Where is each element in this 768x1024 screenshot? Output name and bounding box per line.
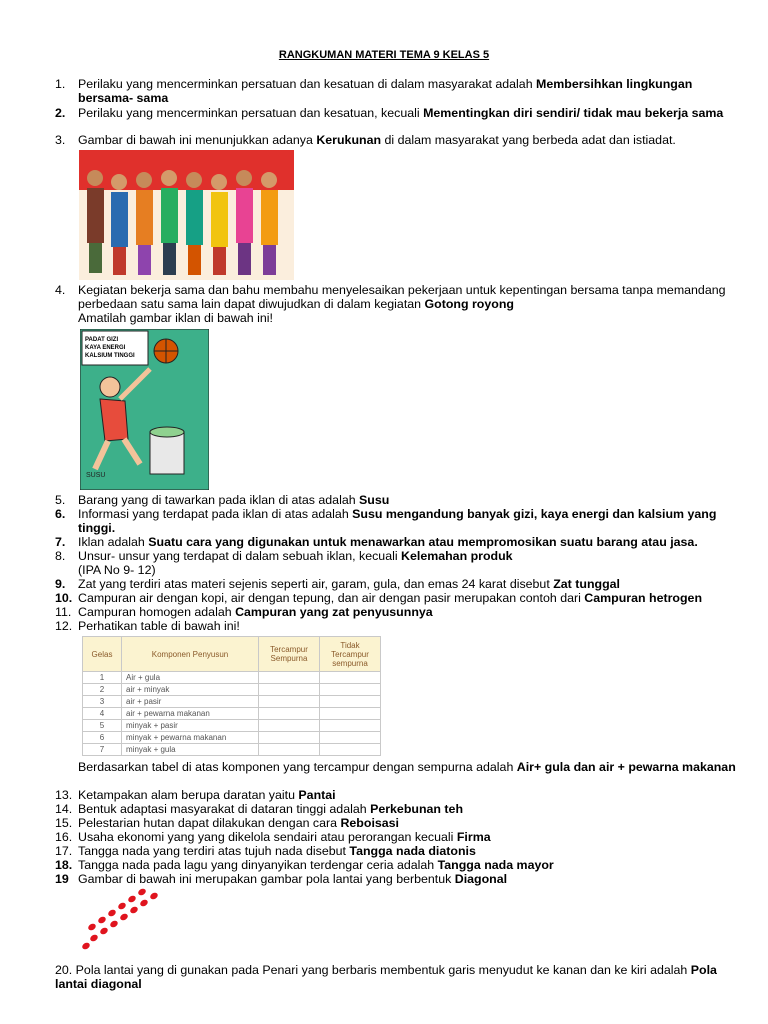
item-number: 7. [55,535,66,549]
table-header: Komponen Penyusun [122,637,259,672]
item-number: 4. [55,283,66,297]
item-10: 10. Campuran air dengan kopi, air dengan tepung, dan air dengan pasir merupakan contoh dari Campuran hetrogen [55,591,703,605]
table-row: 1 Air + gula [83,672,381,684]
item-8: 8. Unsur- unsur yang terdapat di dalam sebuah iklan, kecuali Kelemahan produk [55,549,513,563]
item-19: 19 Gambar di bawah ini merupakan gambar pola lantai yang berbentuk Diagonal [55,872,508,886]
item-number: 9. [55,577,66,591]
item-17: 17. Tangga nada yang terdiri atas tujuh nada disebut Tangga nada diatonis [55,844,476,858]
item-18: 18. Tangga nada pada lagu yang dinyanyikan terdengar ceria adalah Tangga nada mayor [55,858,554,872]
table-row: 3 air + pasir [83,696,381,708]
item-number: 18. [55,858,73,872]
page-title: RANGKUMAN MATERI TEMA 9 KELAS 5 [278,49,490,61]
item-number: 19 [55,872,69,886]
table-header: Tercampur Sempurna [259,637,320,672]
traditional-costumes-image [79,150,294,280]
table-row: 7 minyak + gula [83,744,381,756]
item-number: 6. [55,507,66,521]
ad-text-1: PADAT GIZI [85,337,119,343]
item-number: 1. [55,77,66,91]
item-number: 13. [55,788,73,802]
item-number: 10. [55,591,73,605]
item-number: 8. [55,549,66,563]
item-number: 16. [55,830,73,844]
item-15: 15. Pelestarian hutan dapat dilakukan dengan cara Reboisasi [55,816,400,830]
ipa-note: (IPA No 9- 12) [78,563,156,577]
item-7: 7. Iklan adalah Suatu cara yang digunakan untuk menawarkan atau mempromosikan suatu barang atau jasa. [55,535,698,549]
item-9: 9. Zat yang terdiri atas materi sejenis seperti air, garam, gula, dan emas 24 karat disebut Zat tunggal [55,577,620,591]
table-conclusion: Berdasarkan tabel di atas komponen yang tercampur dengan sempurna adalah Air+ gula dan air + pewarna makanan [78,760,736,774]
item-20: 20. Pola lantai yang di gunakan pada Penari yang berbaris membentuk garis menyudut ke kanan dan ke kiri adalah Pola lantai diagonal [55,963,717,991]
item-6: 6. Informasi yang terdapat pada iklan di atas adalah Susu mengandung banyak gizi, kaya energi dan kalsium yang tinggi. [55,507,717,535]
item-number: 2. [55,106,66,120]
ad-can-label: SUSU [86,472,106,479]
item-5: 5. Barang yang di tawarkan pada iklan di atas adalah Susu [55,493,390,507]
ad-text-3: KALSIUM TINGGI [85,353,135,359]
item-3: 3. Gambar di bawah ini menunjukkan adanya Kerukunan di dalam masyarakat yang berbeda adat dan istiadat. [55,133,676,147]
table-header: Tidak Tercampur sempurna [320,637,381,672]
item-number: 11. [55,605,72,619]
mixture-table [82,636,381,756]
table-header: Gelas [83,637,122,672]
table-row: 4 air + pewarna makanan [83,708,381,720]
item-number: 12. [55,619,73,633]
item-4: 4. Kegiatan bekerja sama dan bahu membahu menyelesaikan pekerjaan untuk kepentingan bersama tanpa memandang perbedaan satu sama lain dapat diwujudkan di dalam kegiatan Gotong royong [55,283,726,311]
ad-instruction: Amatilah gambar iklan di bawah ini! [78,311,273,325]
item-11: 11. Campuran homogen adalah Campuran yang zat penyusunnya [55,605,433,619]
table-row: 2 air + minyak [83,684,381,696]
item-14: 14. Bentuk adaptasi masyarakat di dataran tinggi adalah Perkebunan teh [55,802,464,816]
item-number: 15. [55,816,73,830]
table-row: 6 minyak + pewarna makanan [83,732,381,744]
item-number: 17. [55,844,73,858]
milk-ad-image [80,329,209,490]
item-number: 3. [55,133,66,147]
item-13: 13. Ketampakan alam berupa daratan yaitu Pantai [55,788,336,802]
item-1: 1. Perilaku yang mencerminkan persatuan dan kesatuan di dalam masyarakat adalah Membersihkan lingkungan bersama- sama [55,77,693,105]
item-number: 5. [55,493,66,507]
diagonal-floor-pattern-image [78,888,168,958]
item-2: 2. Perilaku yang mencerminkan persatuan dan kesatuan, kecuali Mementingkan diri sendiri/ tidak mau bekerja sama [55,106,724,120]
item-16: 16. Usaha ekonomi yang yang dikelola sendairi atau perorangan kecuali Firma [55,830,491,844]
table-row: 5 minyak + pasir [83,720,381,732]
ad-text-2: KAYA ENERGI [85,345,126,351]
item-12: 12. Perhatikan table di bawah ini! [55,619,240,633]
item-number: 14. [55,802,73,816]
